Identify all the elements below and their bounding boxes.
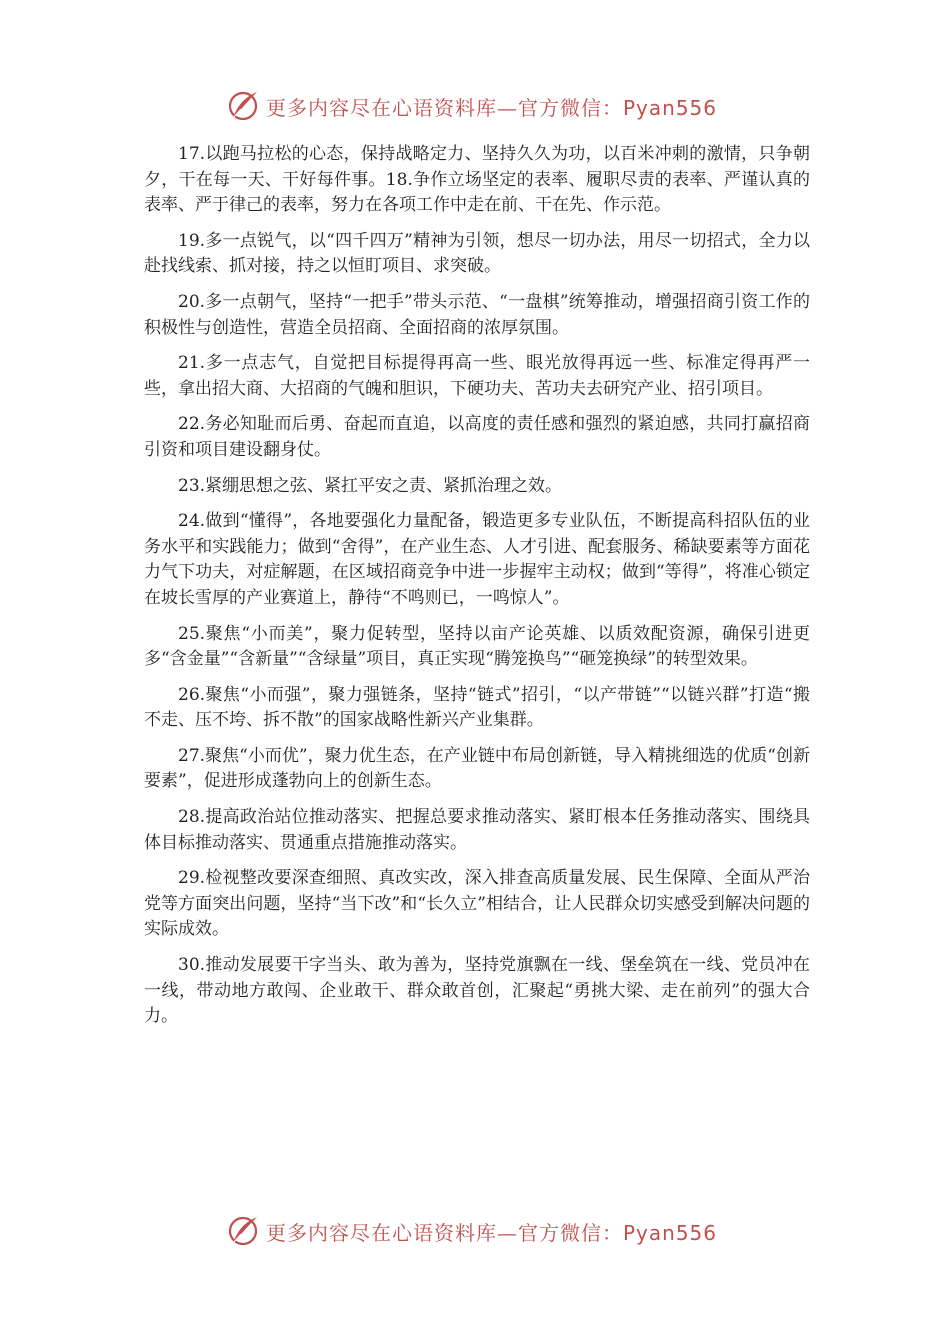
paragraph: 17.以跑马拉松的心态，保持战略定力、坚持久久为功，以百米冲刺的激情，只争朝夕，干在每一天、干好每件事。18.争作立场坚定的表率、履职尽责的表率、严谨认真的表率、严于律己的表率，努力在各项工作中走在前、干在先、作示范。 — [144, 144, 810, 216]
wechat-id: Pyan556 — [623, 1220, 718, 1245]
document-body — [144, 142, 810, 1040]
paragraph: 22.务必知耻而后勇、奋起而直追，以高度的责任感和强烈的紧迫感，共同打赢招商引资和项目建设翻身仗。 — [144, 414, 810, 460]
header-banner-text: 更多内容尽在心语资料库—官方微信：Pyan556 — [266, 95, 718, 120]
paragraph: 19.多一点锐气，以“四千四万”精神为引领，想尽一切办法，用尽一切招式，全力以赴找线索、抓对接，持之以恒盯项目、求突破。 — [144, 230, 810, 277]
paragraph: 29.检视整改要深查细照、真改实改，深入排查高质量发展、民生保障、全面从严治党等方面突出问题，坚持“当下改”和“长久立”相结合，让人民群众切实感受到解决问题的实际成效。 — [144, 868, 810, 940]
paragraph: 27.聚焦“小而优”，聚力优生态，在产业链中布局创新链，导入精挑细选的优质“创新要素”，促进形成蓬勃向上的创新生态。 — [144, 745, 810, 792]
footer-banner — [226, 1211, 746, 1251]
paragraph: 25.聚焦“小而美”，聚力促转型，坚持以亩产论英雄、以质效配资源，确保引进更多“含金量”“含新量”“含绿量”项目，真正实现“腾笼换鸟”“砸笼换绿”的转型效果。 — [144, 623, 810, 670]
paragraph: 23.紧绷思想之弦、紧扛平安之责、紧抓治理之效。 — [178, 475, 563, 496]
header-banner — [226, 86, 746, 126]
quill-logo-icon — [226, 89, 260, 123]
paragraph: 24.做到“懂得”，各地要强化力量配备，锻造更多专业队伍，不断提高科招队伍的业务水平和实践能力；做到“舍得”，在产业生态、人才引进、配套服务、稀缺要素等方面花力气下功夫，对症解题，在区域招商竞争中进一步握牢主动权；做到“等得”，将准心锁定在坡长雪厚的产业赛道上，静待“不鸣则已，一鸣惊人”。 — [144, 511, 810, 608]
footer-banner-text: 更多内容尽在心语资料库—官方微信：Pyan556 — [266, 1220, 718, 1245]
quill-logo-icon — [226, 1214, 260, 1248]
paragraph: 30.推动发展要干字当头、敢为善为，坚持党旗飘在一线、堡垒筑在一线、党员冲在一线，带动地方敢闯、企业敢干、群众敢首创，汇聚起“勇挑大梁、走在前列”的强大合力。 — [144, 955, 810, 1027]
paragraph: 20.多一点朝气，坚持“一把手”带头示范、“一盘棋”统筹推动，增强招商引资工作的积极性与创造性，营造全员招商、全面招商的浓厚氛围。 — [144, 291, 810, 338]
wechat-id: Pyan556 — [623, 95, 718, 120]
paragraph: 21.多一点志气，自觉把目标提得再高一些、眼光放得再远一些、标准定得再严一些，拿出招大商、大招商的气魄和胆识，下硬功夫、苦功夫去研究产业、招引项目。 — [144, 353, 810, 399]
paragraph: 28.提高政治站位推动落实、把握总要求推动落实、紧盯根本任务推动落实、围绕具体目标推动落实、贯通重点措施推动落实。 — [144, 807, 810, 853]
paragraph: 26.聚焦“小而强”，聚力强链条，坚持“链式”招引，“以产带链”“以链兴群”打造“搬不走、压不垮、拆不散”的国家战略性新兴产业集群。 — [144, 684, 810, 731]
